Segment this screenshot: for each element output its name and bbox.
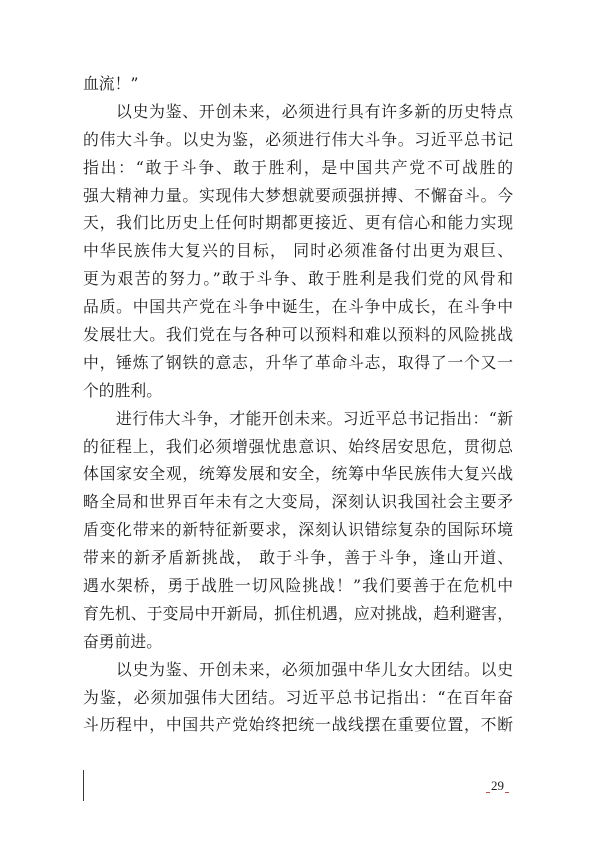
text-line: 奋勇前进。 bbox=[83, 631, 162, 651]
text-line: 发展壮大。我们党在与各种可以预料和难以预料的风险挑战 bbox=[83, 325, 513, 345]
text-line: 中，锤炼了钢铁的意志，升华了革命斗志，取得了一个又一 bbox=[83, 352, 513, 372]
page-number-left-mark bbox=[486, 792, 490, 793]
text-line: 为鉴，必须加强伟大团结。习近平总书记指出：“在百年奋 bbox=[83, 687, 513, 707]
text-line: 个的胜利。 bbox=[83, 380, 162, 400]
text-line: 更为艰苦的努力。”敢于斗争、敢于胜利是我们党的风骨和 bbox=[83, 269, 513, 289]
text-line: 强大精神力量。实现伟大梦想就要顽强拼搏、不懈奋斗。今 bbox=[83, 185, 513, 205]
text-line: 以史为鉴、开创未来，必须加强中华儿女大团结。以史 bbox=[116, 659, 513, 679]
paragraph-continuation bbox=[83, 70, 513, 98]
page-number-right-mark bbox=[505, 792, 509, 793]
text-line: 指出：“敢于斗争、敢于胜利，是中国共产党不可战胜的 bbox=[83, 157, 513, 177]
paragraph-great-struggle bbox=[83, 98, 513, 405]
text-line: 育先机、于变局中开新局，抓住机遇，应对挑战，趋利避害， bbox=[83, 603, 513, 623]
text-line: 中华民族伟大复兴的目标， 同时必须准备付出更为艰巨、 bbox=[83, 241, 513, 261]
body-text bbox=[83, 70, 513, 739]
text-line: 斗历程中，中国共产党始终把统一战线摆在重要位置，不断 bbox=[83, 715, 513, 735]
footer-rule bbox=[83, 770, 84, 801]
text-line: 的征程上，我们必须增强忧患意识、始终居安思危，贯彻总 bbox=[83, 436, 513, 456]
text-line: 盾变化带来的新特征新要求，深刻认识错综复杂的国际环境 bbox=[83, 520, 513, 540]
text-line: 遇水架桥，勇于战胜一切风险挑战！”我们要善于在危机中 bbox=[83, 576, 513, 596]
text-line: 品质。中国共产党在斗争中诞生，在斗争中成长，在斗争中 bbox=[83, 297, 513, 317]
text-line: 以史为鉴、开创未来，必须进行具有许多新的历史特点 bbox=[116, 101, 513, 121]
text-line: 天，我们比历史上任何时期都更接近、更有信心和能力实现 bbox=[83, 213, 513, 233]
page-number bbox=[485, 777, 510, 795]
text-line: 带来的新矛盾新挑战， 敢于斗争，善于斗争，逢山开道、 bbox=[83, 548, 513, 568]
text-line: 体国家安全观，统筹发展和安全，统筹中华民族伟大复兴战 bbox=[83, 464, 513, 484]
page-number-value: 29 bbox=[491, 778, 504, 793]
paragraph-open-future bbox=[83, 405, 513, 656]
text-line: 进行伟大斗争，才能开创未来。习近平总书记指出：“新 bbox=[116, 408, 513, 428]
paragraph-great-unity bbox=[83, 656, 513, 740]
text-line: 血流！” bbox=[83, 74, 139, 93]
text-line: 略全局和世界百年未有之大变局，深刻认识我国社会主要矛 bbox=[83, 492, 513, 512]
text-line: 的伟大斗争。以史为鉴，必须进行伟大斗争。习近平总书记 bbox=[83, 129, 513, 149]
